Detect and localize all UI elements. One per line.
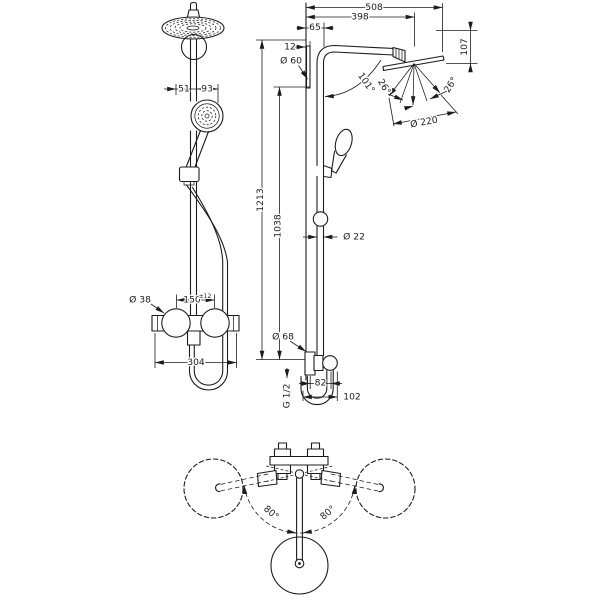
dim-304-label: 304	[187, 357, 205, 368]
ceiling-connector	[188, 3, 200, 18]
dim-150	[177, 293, 215, 308]
dim-65-label: 65	[309, 22, 321, 33]
dim-82-label: 82	[314, 377, 327, 389]
front-view	[129, 3, 239, 391]
dim-150-tolerance-label: ±12	[198, 293, 212, 300]
dim-swivel-angles	[244, 485, 355, 533]
thread-g-half-label: G 1/2	[281, 383, 293, 409]
dim-diameter-22-label: Ø 22	[343, 231, 365, 243]
dim-angle-101	[325, 60, 381, 97]
supply-fitting	[314, 356, 323, 371]
dim-508-label: 508	[365, 2, 383, 13]
hose-connection-nut	[323, 356, 338, 371]
riser-pipe-side	[317, 63, 324, 356]
wall-bracket-top	[258, 443, 341, 487]
swivel-pivot	[295, 470, 303, 478]
side-view	[255, 2, 478, 408]
swivel-angle-right-label: 80°	[318, 503, 338, 523]
dim-12-label: 12	[284, 41, 296, 53]
top-view	[184, 443, 415, 594]
dim-angle-26-left-label: 26°	[375, 77, 393, 97]
dim-107-label: 107	[459, 38, 470, 56]
dim-398-label: 398	[351, 11, 369, 23]
thermostat-handle-left	[162, 309, 190, 337]
dim-diameter-38-label: Ø 38	[129, 294, 151, 306]
shower-arm-current-position	[271, 478, 328, 594]
dim-1038	[273, 87, 311, 360]
hand-shower-front	[186, 100, 223, 170]
dim-thread-g-half	[282, 368, 293, 408]
dim-diameter-68	[272, 332, 306, 352]
dim-diameter-60-label: Ø 60	[280, 55, 302, 67]
thermostat-outlet	[188, 331, 201, 345]
hand-shower-side	[324, 127, 356, 177]
thermostat-handle-right	[201, 309, 229, 337]
dim-102	[303, 372, 361, 403]
overhead-shower-side	[383, 56, 444, 71]
swivel-angle-left-label: 80°	[261, 503, 281, 523]
dim-diameter-68-label: Ø 68	[272, 331, 294, 343]
dim-diameter-22	[303, 232, 365, 243]
dim-diameter-220	[389, 95, 458, 130]
dim-diameter-38	[129, 295, 164, 314]
swivel-position-left	[184, 459, 243, 518]
dim-65	[297, 22, 334, 47]
shower-arm-side	[317, 46, 405, 64]
dim-diameter-60	[280, 56, 307, 80]
thermostat-front	[152, 309, 239, 345]
dim-150-label: 150	[183, 294, 201, 306]
escutcheon-side	[307, 46, 311, 88]
dim-1038-label: 1038	[272, 214, 284, 238]
dim-51-label: 51	[178, 83, 190, 95]
hose-ball-joint	[313, 212, 327, 226]
overhead-shower-front	[162, 17, 224, 39]
dim-102-label: 102	[343, 391, 361, 403]
dim-1213-label: 1213	[255, 188, 266, 212]
dim-angle-101-label: 101°	[355, 70, 377, 96]
dim-angle-26-right-label: 26°	[442, 75, 460, 95]
dim-1213	[255, 40, 306, 360]
dim-398	[306, 12, 415, 47]
dim-508	[306, 2, 443, 52]
dim-diameter-220-label: Ø 220	[409, 114, 439, 131]
dim-93-label: 93	[201, 83, 213, 95]
swivel-position-right	[356, 459, 415, 518]
dim-angle-26-left	[375, 77, 403, 100]
wall-escutcheon-front	[182, 35, 207, 60]
spray-fan	[389, 64, 440, 109]
